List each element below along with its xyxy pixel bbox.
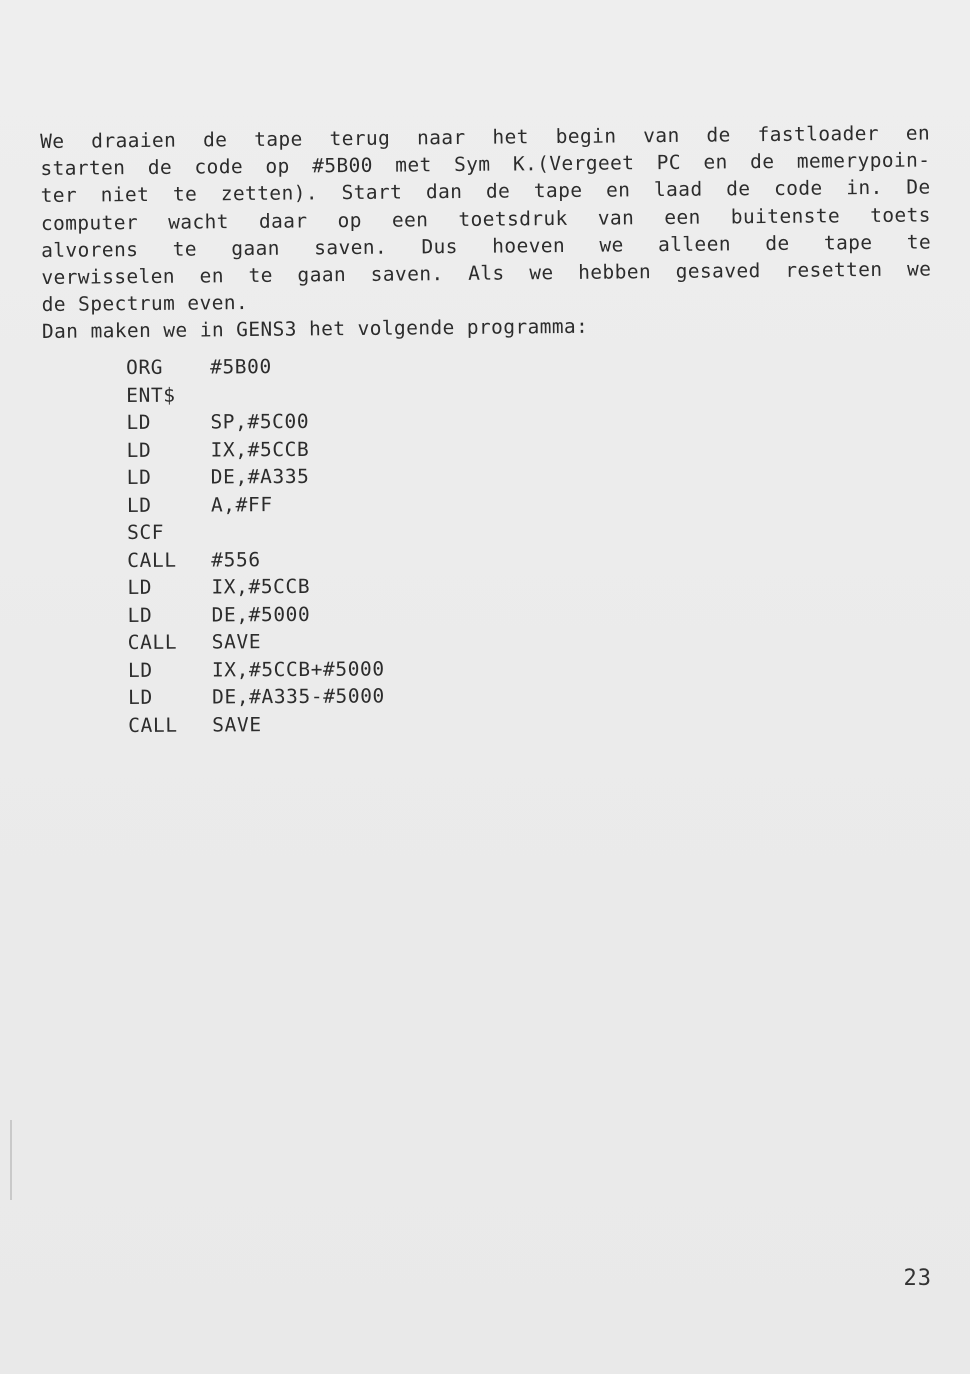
code-line xyxy=(126,352,383,381)
code-operand: DE,#5000 xyxy=(211,602,311,626)
code-operand: SP,#5C00 xyxy=(210,409,310,434)
code-line xyxy=(127,435,384,464)
code-opcode: ENT$ xyxy=(126,383,176,407)
paragraph xyxy=(40,119,932,345)
paragraph-line: de Spectrum even. xyxy=(41,291,249,317)
page-number: 23 xyxy=(903,1266,932,1291)
code-opcode: LD xyxy=(127,603,153,627)
paragraph-line: ter niet te zetten). Start dan de tape en laad de code in. De xyxy=(40,175,931,208)
code-line xyxy=(126,407,383,436)
code-line xyxy=(128,600,385,629)
code-operand: DE,#A335 xyxy=(210,464,310,489)
code-opcode: LD xyxy=(126,438,152,462)
code-opcode: LD xyxy=(126,465,152,489)
paragraph-line: Dan maken we in GENS3 het volgende programma: xyxy=(41,315,589,344)
paragraph-line: verwisselen en te gaan saven. Als we hebben gesaved resetten we xyxy=(41,257,932,290)
code-operand: A,#FF xyxy=(210,492,273,516)
code-operand: IX,#5CCB xyxy=(211,574,311,599)
code-opcode: CALL xyxy=(127,548,177,572)
code-operand: #556 xyxy=(211,547,261,571)
paragraph-line: computer wacht daar op een toetsdruk van een buitenste toets xyxy=(40,203,931,235)
code-operand: SAVE xyxy=(211,630,262,654)
code-opcode: CALL xyxy=(128,713,178,737)
code-operand: #5B00 xyxy=(210,355,272,379)
code-line xyxy=(128,627,385,656)
paragraph-line: starten de code op #5B00 met Sym K.(Vergeet PC en de memerypoin- xyxy=(40,148,931,181)
code-line xyxy=(128,655,385,684)
code-listing xyxy=(126,352,385,739)
page-edge-shadow xyxy=(10,1120,12,1200)
code-operand: SAVE xyxy=(212,712,262,736)
code-line xyxy=(126,380,383,409)
code-opcode: LD xyxy=(127,575,153,599)
code-opcode: CALL xyxy=(127,630,178,654)
code-line xyxy=(127,490,384,519)
code-opcode: SCF xyxy=(127,520,165,544)
code-line xyxy=(128,710,385,739)
code-operand: IX,#5CCB xyxy=(210,437,310,461)
code-operand: DE,#A335-#5000 xyxy=(212,684,385,709)
code-opcode: LD xyxy=(127,658,153,682)
code-line xyxy=(127,572,384,601)
code-opcode: LD xyxy=(126,410,152,434)
code-opcode: LD xyxy=(126,493,152,517)
paragraph-line: We draaien de tape terug naar het begin van de fastloader en xyxy=(40,121,931,153)
code-opcode: LD xyxy=(128,685,153,709)
code-operand: IX,#5CCB+#5000 xyxy=(211,656,385,681)
paragraph-line: alvorens te gaan saven. Dus hoeven we alleen de tape te xyxy=(41,230,932,262)
code-line xyxy=(127,517,384,546)
code-line xyxy=(127,545,384,574)
code-line xyxy=(127,462,384,491)
code-opcode: ORG xyxy=(126,355,164,379)
code-line xyxy=(128,682,385,711)
